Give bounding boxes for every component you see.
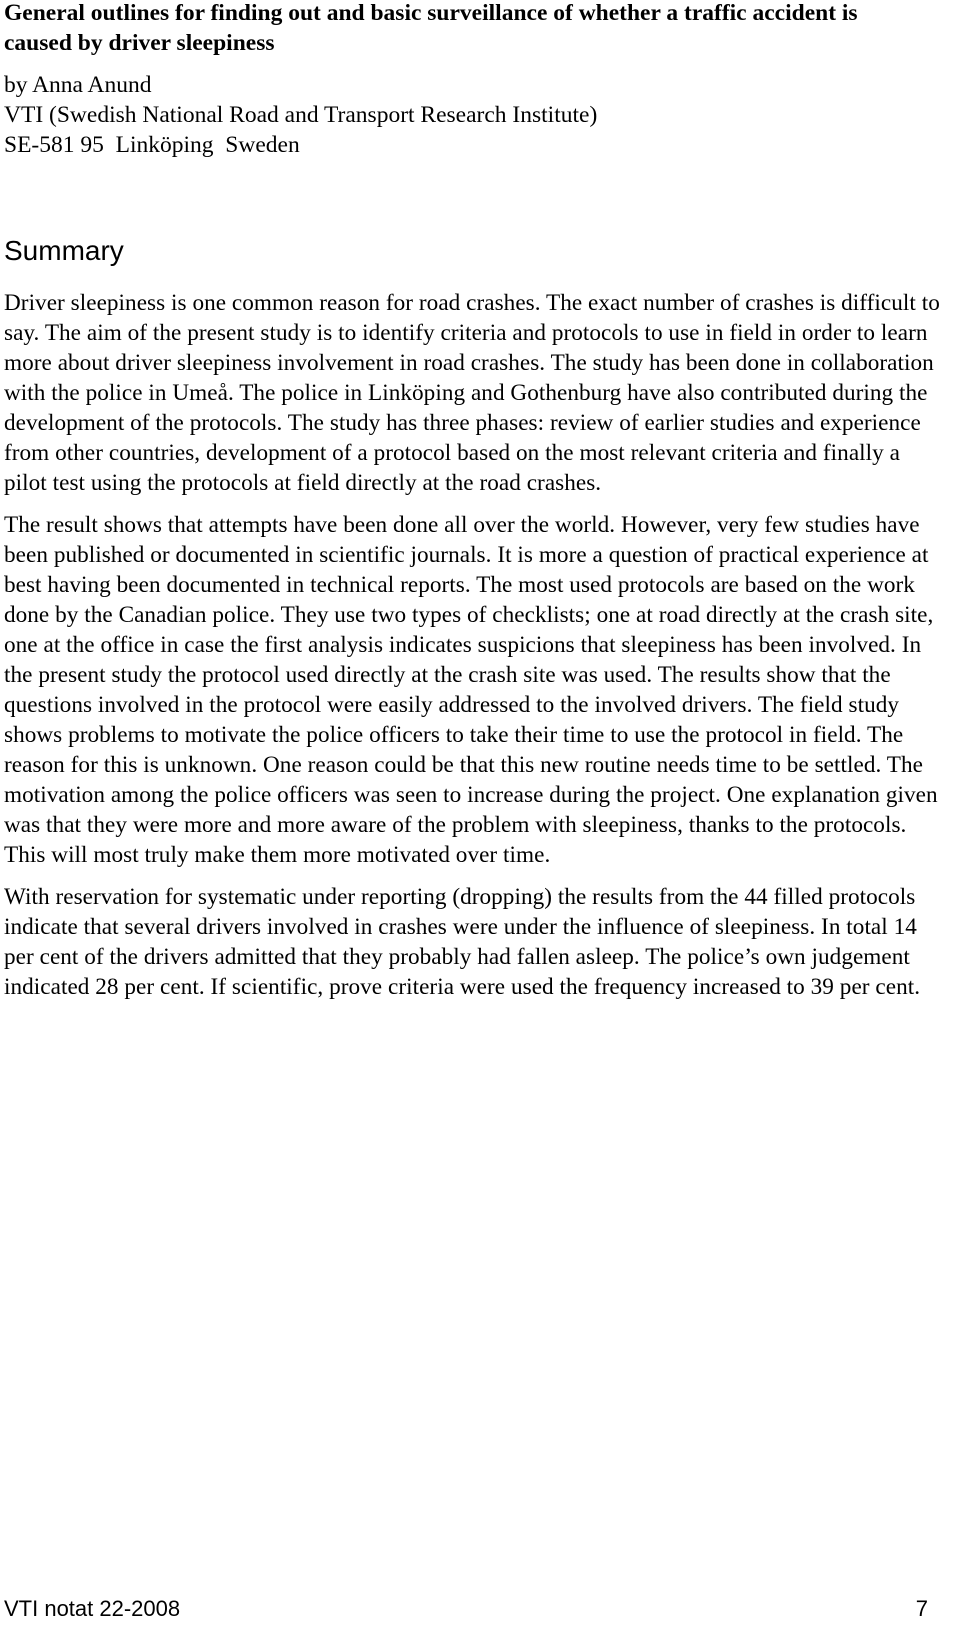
- footer-publication: VTI notat 22-2008: [4, 1596, 181, 1621]
- document-page: [4, 0, 940, 1627]
- author-line: by Anna Anund: [4, 72, 152, 98]
- summary-paragraph-1: Driver sleepiness is one common reason for road crashes. The exact number of crashes is difficult to say. The aim of the present study is to identify criteria and protocols to use in field in order to learn more about driver sleepiness involvement in road crashes. The study has been done in collaboration with the police in Umeå. The police in Linköping and Gothenburg have also contributed during the development of the protocols. The study has three phases: review of earlier studies and experience from other countries, development of a protocol based on the most relevant criteria and finally a pilot test using the protocols at field directly at the road crashes.: [4, 290, 940, 496]
- institute-line: VTI (Swedish National Road and Transport Research Institute): [4, 102, 598, 128]
- summary-paragraph-2: The result shows that attempts have been done all over the world. However, very few studies have been published or documented in scientific journals. It is more a question of practical experience at best having been documented in technical reports. The most used protocols are based on the work done by the Canadian police. They use two types of checklists; one at road directly at the crash site, one at the office in case the first analysis indicates suspicions that sleepiness has been involved. In the present study the protocol used directly at the crash site was used. The results show that the questions involved in the protocol were easily addressed to the involved drivers. The field study shows problems to motivate the police officers to take their time to use the protocol in field. The reason for this is unknown. One reason could be that this new routine needs time to be settled. The motivation among the police officers was seen to increase during the project. One explanation given was that they were more and more aware of the problem with sleepiness, thanks to the protocols. This will most truly make them more motivated over time.: [4, 512, 938, 868]
- section-heading-summary: Summary: [4, 235, 124, 266]
- summary-body: [4, 288, 940, 1014]
- summary-paragraph-3: With reservation for systematic under reporting (dropping) the results from the 44 filled protocols indicate that several drivers involved in crashes were under the influence of sleepiness. In total 14 per cent of the drivers admitted that they probably had fallen asleep. The police’s own judgement indicated 28 per cent. If scientific, prove criteria were used the frequency increased to 39 per cent.: [4, 884, 921, 1000]
- document-title: General outlines for finding out and basic surveillance of whether a traffic accident is caused by driver sleepiness: [4, 0, 858, 56]
- address-line: SE-581 95 Linköping Sweden: [4, 132, 300, 158]
- footer-page-number: 7: [915, 1596, 928, 1621]
- page-footer: [4, 1595, 936, 1627]
- author-block: [4, 70, 904, 160]
